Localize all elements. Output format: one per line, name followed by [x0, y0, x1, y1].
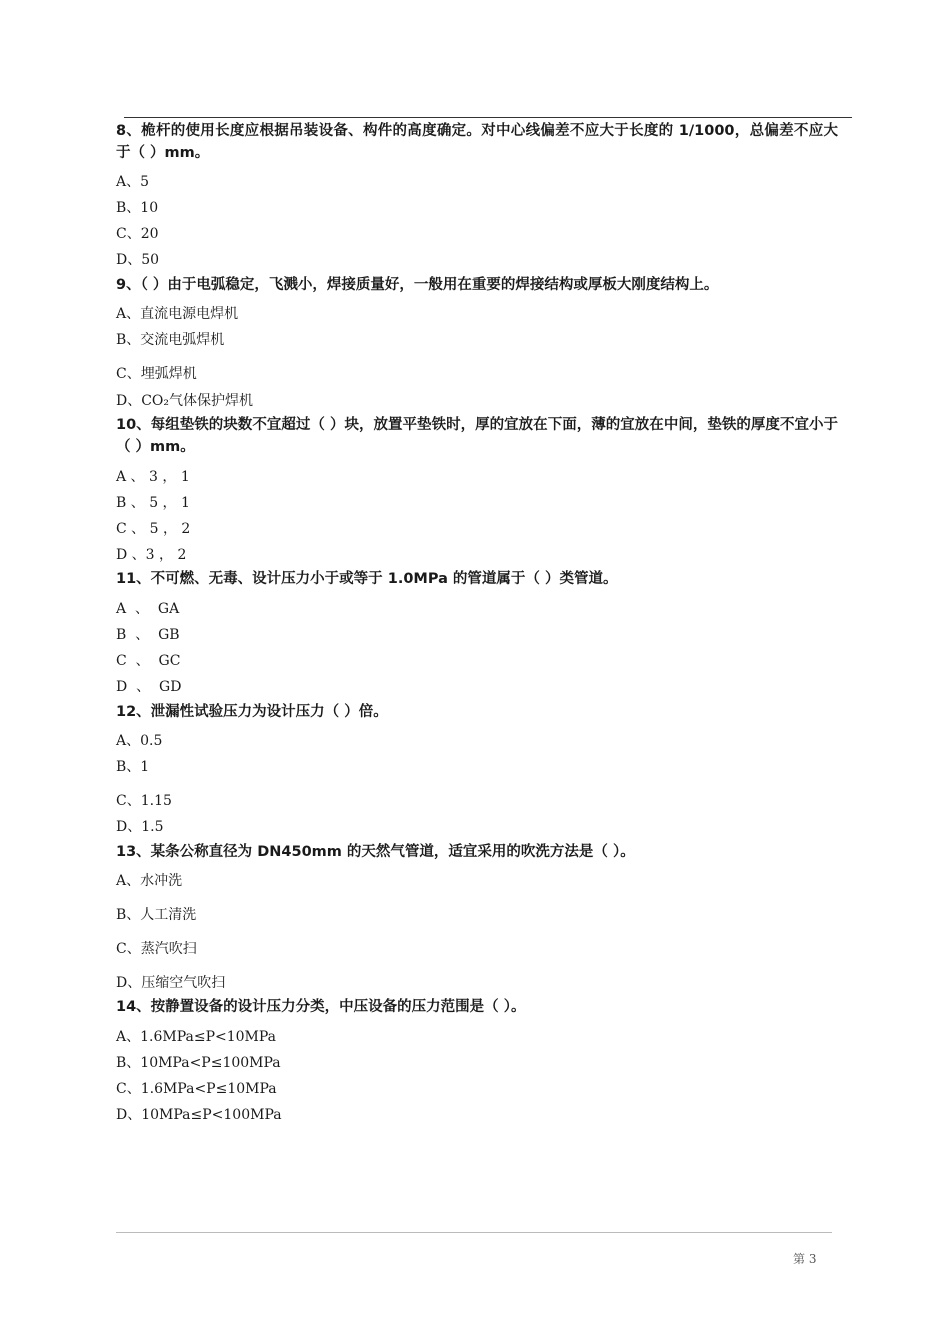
q14-option-d: D、10MPa≤P<100MPa	[116, 1107, 282, 1123]
page-number: 第 3	[793, 1252, 817, 1266]
q11-option-d: D 、 GD	[116, 679, 182, 695]
q12-option-a: A、0.5	[116, 733, 163, 749]
q11-option-a: A 、 GA	[116, 601, 180, 617]
header-rule	[124, 117, 852, 118]
question-12: 12、泄漏性试验压力为设计压力（ ）倍。	[116, 704, 388, 720]
q13-option-a: A、水冲洗	[116, 873, 183, 889]
q8-option-a: A、5	[116, 174, 150, 190]
q13-option-d: D、压缩空气吹扫	[116, 975, 226, 991]
q8-option-c: C、20	[116, 226, 159, 242]
q12-option-b: B、1	[116, 759, 150, 775]
q13-option-b: B、人工清洗	[116, 907, 197, 923]
question-14: 14、按静置设备的设计压力分类，中压设备的压力范围是（ ）。	[116, 999, 526, 1015]
q10-option-d: D 、3 ， 2	[116, 547, 187, 563]
q14-option-c: C、1.6MPa<P≤10MPa	[116, 1081, 277, 1097]
q11-option-b: B 、 GB	[116, 627, 180, 643]
q12-option-c: C、1.15	[116, 793, 172, 809]
q10-option-b: B 、 5 ， 1	[116, 495, 190, 511]
question-8: 8、桅杆的使用长度应根据吊装设备、构件的高度确定。对中心线偏差不应大于长度的 1/1000，总偏差不应大于（ ）mm。	[116, 123, 838, 161]
q10-option-c: C 、 5 ， 2	[116, 521, 191, 537]
q14-option-b: B、10MPa<P≤100MPa	[116, 1055, 281, 1071]
q9-option-a: A、直流电源电焊机	[116, 306, 239, 322]
q8-option-b: B、10	[116, 200, 159, 216]
q9-option-c: C、埋弧焊机	[116, 366, 197, 382]
q11-option-c: C 、 GC	[116, 653, 181, 669]
q9-option-b: B、交流电弧焊机	[116, 332, 225, 348]
q13-option-c: C、蒸汽吹扫	[116, 941, 197, 957]
q12-option-d: D、1.5	[116, 819, 164, 835]
q8-option-d: D、50	[116, 252, 160, 268]
question-9: 9、（ ）由于电弧稳定，飞溅小，焊接质量好，一般用在重要的焊接结构或厚板大刚度结构上。	[116, 277, 719, 293]
question-10: 10、每组垫铁的块数不宜超过（ ）块，放置平垫铁时，厚的宜放在下面，薄的宜放在中间，垫铁的厚度不宜小于（ ）mm。	[116, 417, 838, 455]
q14-option-a: A、1.6MPa≤P<10MPa	[116, 1029, 277, 1045]
question-13: 13、某条公称直径为 DN450mm 的天然气管道，适宜采用的吹洗方法是（ ）。	[116, 844, 635, 860]
q9-option-d: D、CO₂气体保护焊机	[116, 393, 254, 409]
question-11: 11、不可燃、无毒、设计压力小于或等于 1.0MPa 的管道属于（ ）类管道。	[116, 571, 618, 587]
footer-rule	[116, 1232, 832, 1233]
q10-option-a: A 、 3 ， 1	[116, 469, 190, 485]
